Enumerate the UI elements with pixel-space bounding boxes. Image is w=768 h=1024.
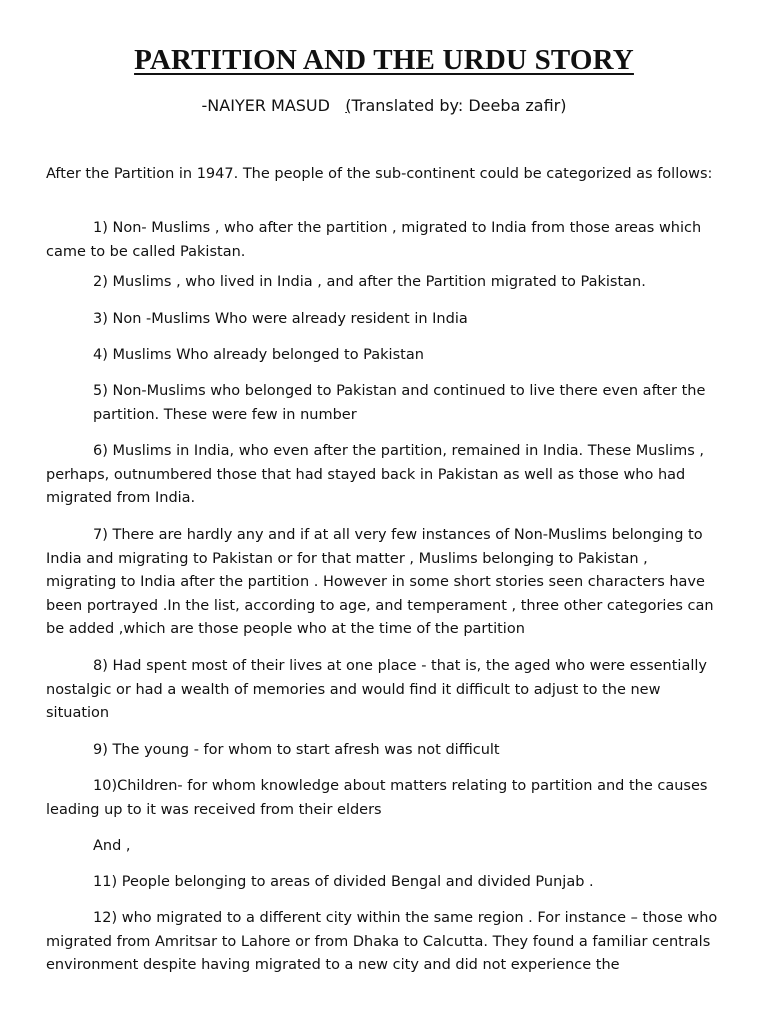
and-line: And ,	[93, 838, 131, 854]
list-item-2: 2) Muslims , who lived in India , and after the Partition migrated to Pakistan.	[93, 274, 646, 290]
list-item-3: 3) Non -Muslims Who were already resident in India	[93, 311, 468, 327]
list-item-6: 6) Muslims in India, who even after the partition, remained in India. These Muslims , perhaps, outnumbered those that had stayed back in Pakistan as well as those who had migrated from India.	[46, 443, 704, 506]
list-item-12: 12) who migrated to a different city within the same region . For instance – those who migrated from Amritsar to Lahore or from Dhaka to Calcutta. They found a familiar centrals environment despite having migrated to a new city and did not experience the	[46, 910, 718, 973]
intro-paragraph: After the Partition in 1947. The people of the sub-continent could be categorized as follows:	[46, 166, 713, 182]
list-item-9: 9) The young - for whom to start afresh was not difficult	[93, 742, 500, 758]
list-item-8: 8) Had spent most of their lives at one place - that is, the aged who were essentially nostalgic or had a wealth of memories and would find it difficult to adjust to the new situation	[46, 658, 707, 721]
document-title: PARTITION AND THE URDU STORY	[134, 44, 634, 76]
list-item-7: 7) There are hardly any and if at all very few instances of Non-Muslims belonging to India and migrating to Pakistan or for that matter , Muslims belonging to Pakistan , migrating to India after the partition . However in some short stories seen characters have been portrayed .In the list, according to age, and temperament , three other categories can be added ,which are those people who at the time of the partition	[46, 527, 714, 637]
list-item-1: 1) Non- Muslims , who after the partition , migrated to India from those areas which came to be called Pakistan.	[46, 220, 702, 260]
byline	[0, 94, 768, 118]
translator-paren: (	[345, 96, 352, 115]
list-item-10: 10)Children- for whom knowledge about matters relating to partition and the causes leading up to it was received from their elders	[46, 778, 708, 818]
translator-credit: Translated by: Deeba zafir)	[351, 96, 567, 115]
author-name: -NAIYER MASUD	[201, 96, 330, 115]
list-item-4: 4) Muslims Who already belonged to Pakistan	[93, 347, 424, 363]
list-item-11: 11) People belonging to areas of divided Bengal and divided Punjab .	[93, 874, 594, 890]
list-item-5: 5) Non-Muslims who belonged to Pakistan and continued to live there even after the partition. These were few in number	[93, 383, 706, 423]
